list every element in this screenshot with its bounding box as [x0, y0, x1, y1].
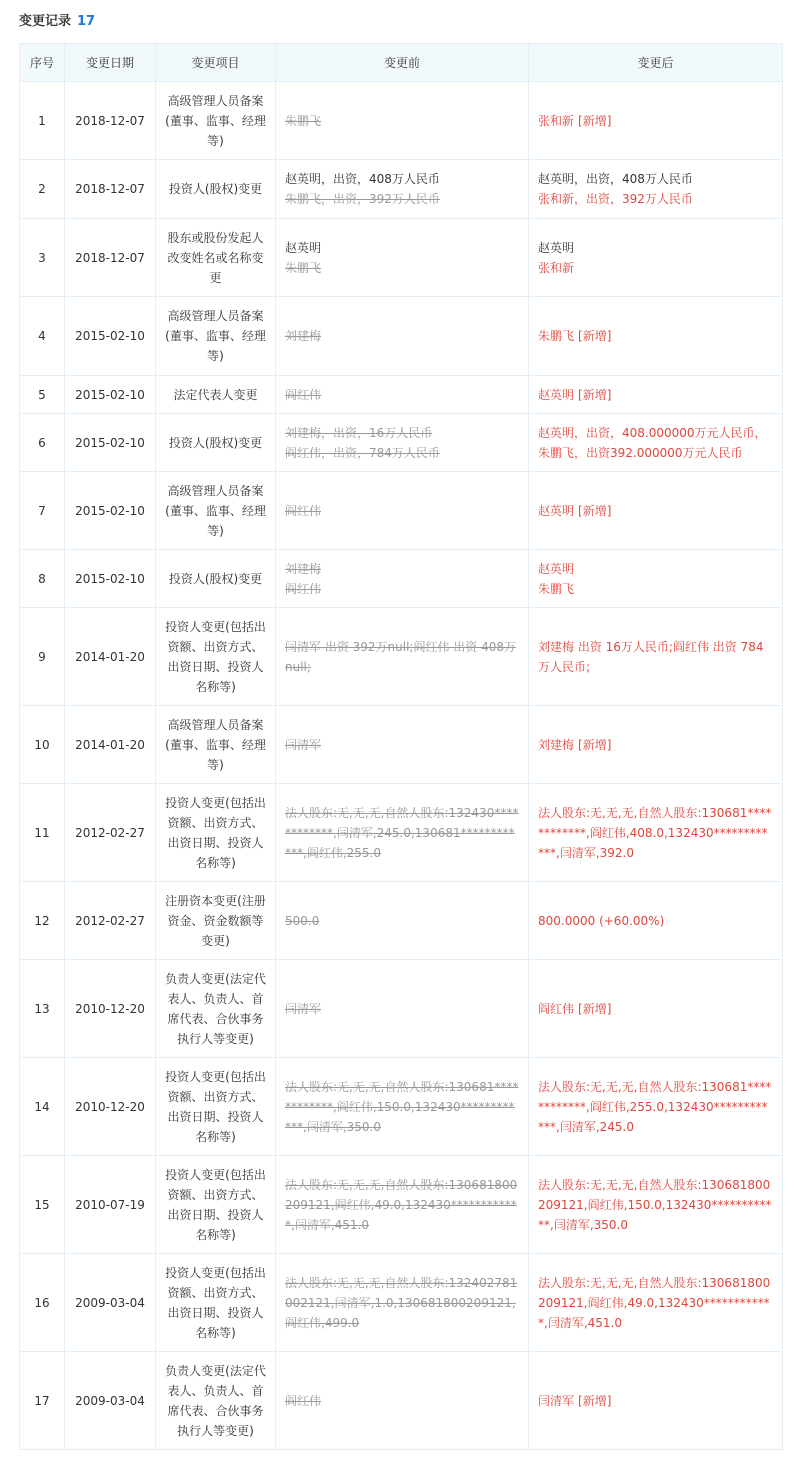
- table-row: [20, 784, 783, 882]
- before-text: 阎红伟: [285, 503, 322, 518]
- after-text: 张和新: [538, 113, 575, 128]
- row-before-value: [276, 706, 529, 784]
- row-date: 2014-01-20: [65, 608, 156, 706]
- after-line: [538, 1273, 773, 1333]
- after-line: [538, 169, 773, 189]
- after-line: [538, 258, 773, 278]
- before-text: 法人股东:无,无,无,自然人股东:130681************,阎红伟,150.0,132430************,闫清军,350.0: [285, 1079, 519, 1134]
- table-row: [20, 297, 783, 376]
- row-before-value: [276, 608, 529, 706]
- before-text: 闫清军: [285, 1001, 322, 1016]
- table-header-row: [20, 44, 783, 82]
- after-text: 赵英明: [538, 503, 575, 518]
- record-count: 17: [77, 14, 96, 29]
- row-index: 16: [20, 1254, 65, 1352]
- after-line: [538, 326, 773, 346]
- row-index: 2: [20, 160, 65, 219]
- before-line: [285, 735, 519, 755]
- table-row: [20, 376, 783, 414]
- row-change-item: 负责人变更(法定代表人、负责人、首席代表、合伙事务执行人等变更): [156, 1352, 276, 1450]
- row-change-item: 投资人变更(包括出资额、出资方式、出资日期、投资人名称等): [156, 1156, 276, 1254]
- row-date: 2010-12-20: [65, 1058, 156, 1156]
- before-text: 阎红伟: [285, 581, 322, 596]
- after-text: 刘建梅: [538, 737, 575, 752]
- row-before-value: [276, 784, 529, 882]
- row-index: 3: [20, 219, 65, 297]
- after-text: 阎红伟: [538, 1001, 575, 1016]
- row-change-item: 投资人变更(包括出资额、出资方式、出资日期、投资人名称等): [156, 608, 276, 706]
- row-index: 1: [20, 82, 65, 160]
- before-text: 法人股东:无,无,无,自然人股东:130681800209121,阎红伟,49.0,132430************,闫清军,451.0: [285, 1177, 518, 1232]
- row-change-item: 投资人变更(包括出资额、出资方式、出资日期、投资人名称等): [156, 1254, 276, 1352]
- after-line: [538, 385, 773, 405]
- before-text: 朱鹏飞: [285, 260, 322, 275]
- table-body: [20, 82, 783, 1450]
- before-line: [285, 326, 519, 346]
- before-line: [285, 501, 519, 521]
- row-index: 13: [20, 960, 65, 1058]
- after-line: [538, 559, 773, 579]
- row-change-item: 高级管理人员备案(董事、监事、经理等): [156, 82, 276, 160]
- row-date: 2015-02-10: [65, 297, 156, 376]
- after-text: 赵英明: [538, 240, 575, 255]
- row-before-value: [276, 297, 529, 376]
- before-text: 阎红伟: [285, 387, 322, 402]
- table-row: [20, 550, 783, 608]
- before-line: [285, 579, 519, 599]
- row-index: 8: [20, 550, 65, 608]
- column-header-item: 变更项目: [156, 44, 276, 82]
- row-index: 9: [20, 608, 65, 706]
- row-after-value: [529, 160, 783, 219]
- row-before-value: [276, 550, 529, 608]
- row-date: 2012-02-27: [65, 882, 156, 960]
- row-date: 2018-12-07: [65, 219, 156, 297]
- after-text: 法人股东:无,无,无,自然人股东:130681800209121,阎红伟,150.0,132430************,闫清军,350.0: [538, 1177, 772, 1232]
- after-text: 法人股东:无,无,无,自然人股东:130681************,阎红伟,255.0,132430************,闫清军,245.0: [538, 1079, 772, 1134]
- after-line: [538, 1391, 773, 1411]
- after-line: [538, 637, 773, 677]
- row-date: 2015-02-10: [65, 550, 156, 608]
- row-date: 2015-02-10: [65, 376, 156, 414]
- row-after-value: [529, 1254, 783, 1352]
- before-text: 法人股东:无,无,无,自然人股东:132430************,闫清军,245.0,130681************,阎红伟,255.0: [285, 805, 519, 860]
- row-change-item: 法定代表人变更: [156, 376, 276, 414]
- before-text: 赵英明，出资，408万人民币: [285, 172, 440, 186]
- table-row: [20, 1058, 783, 1156]
- row-date: 2014-01-20: [65, 706, 156, 784]
- after-line: [538, 1077, 773, 1137]
- before-line: [285, 385, 519, 405]
- row-after-value: [529, 414, 783, 472]
- before-text: 阎红伟: [285, 1393, 322, 1408]
- after-line: [538, 1175, 773, 1235]
- column-header-after: 变更后: [529, 44, 783, 82]
- row-index: 6: [20, 414, 65, 472]
- row-before-value: [276, 82, 529, 160]
- table-row: [20, 1352, 783, 1450]
- before-text: 闫清军 出资 392万null;阎红伟 出资 408万null;: [285, 639, 516, 674]
- table-row: [20, 414, 783, 472]
- row-date: 2015-02-10: [65, 472, 156, 550]
- table-row: [20, 472, 783, 550]
- row-after-value: [529, 608, 783, 706]
- row-date: 2018-12-07: [65, 82, 156, 160]
- table-row: [20, 1254, 783, 1352]
- before-text: 赵英明: [285, 240, 322, 255]
- before-text: 朱鹏飞，出资，392万人民币: [285, 192, 440, 206]
- before-line: [285, 1175, 519, 1235]
- after-line: [538, 189, 773, 209]
- before-text: 刘建梅，出资，16万人民币: [285, 425, 433, 440]
- new-badge: [新增]: [578, 1393, 612, 1408]
- before-line: [285, 559, 519, 579]
- after-line: [538, 911, 773, 931]
- after-text: 赵英明，出资，408万人民币: [538, 172, 693, 186]
- row-before-value: [276, 1058, 529, 1156]
- row-date: 2009-03-04: [65, 1254, 156, 1352]
- row-index: 15: [20, 1156, 65, 1254]
- row-after-value: [529, 219, 783, 297]
- row-date: 2015-02-10: [65, 414, 156, 472]
- before-line: [285, 189, 519, 209]
- after-text: 赵英明: [538, 387, 575, 402]
- table-row: [20, 608, 783, 706]
- row-before-value: [276, 414, 529, 472]
- row-after-value: [529, 882, 783, 960]
- after-text: 赵英明，出资，408.000000万元人民币，朱鹏飞，出资392.000000万元人民币: [538, 425, 767, 460]
- new-badge: [新增]: [578, 329, 612, 343]
- row-before-value: [276, 882, 529, 960]
- before-line: [285, 423, 519, 443]
- row-after-value: [529, 550, 783, 608]
- before-line: [285, 258, 519, 278]
- change-records-table: [19, 43, 783, 1450]
- row-index: 5: [20, 376, 65, 414]
- after-line: [538, 111, 773, 131]
- row-date: 2010-07-19: [65, 1156, 156, 1254]
- after-text: 朱鹏飞: [538, 329, 575, 343]
- row-after-value: [529, 960, 783, 1058]
- after-text: 张和新，出资，392万人民币: [538, 192, 693, 206]
- row-change-item: 投资人(股权)变更: [156, 550, 276, 608]
- before-text: 阎红伟，出资，784万人民币: [285, 445, 440, 460]
- before-text: 刘建梅: [285, 329, 322, 343]
- before-line: [285, 911, 519, 931]
- row-index: 10: [20, 706, 65, 784]
- table-row: [20, 960, 783, 1058]
- before-text: 500.0: [285, 913, 320, 928]
- row-date: 2012-02-27: [65, 784, 156, 882]
- row-change-item: 负责人变更(法定代表人、负责人、首席代表、合伙事务执行人等变更): [156, 960, 276, 1058]
- column-header-date: 变更日期: [65, 44, 156, 82]
- row-change-item: 投资人(股权)变更: [156, 160, 276, 219]
- row-index: 17: [20, 1352, 65, 1450]
- row-before-value: [276, 376, 529, 414]
- before-line: [285, 443, 519, 463]
- row-after-value: [529, 1352, 783, 1450]
- before-line: [285, 803, 519, 863]
- row-before-value: [276, 960, 529, 1058]
- before-line: [285, 111, 519, 131]
- before-line: [285, 169, 519, 189]
- before-text: 刘建梅: [285, 561, 322, 576]
- after-line: [538, 579, 773, 599]
- row-index: 7: [20, 472, 65, 550]
- row-date: 2009-03-04: [65, 1352, 156, 1450]
- column-header-index: 序号: [20, 44, 65, 82]
- section-title: 变更记录: [19, 14, 72, 29]
- row-change-item: 高级管理人员备案(董事、监事、经理等): [156, 706, 276, 784]
- before-text: 朱鹏飞: [285, 113, 322, 128]
- after-text: 刘建梅 出资 16万人民币;阎红伟 出资 784万人民币;: [538, 639, 764, 674]
- row-index: 12: [20, 882, 65, 960]
- before-line: [285, 238, 519, 258]
- row-change-item: 高级管理人员备案(董事、监事、经理等): [156, 297, 276, 376]
- before-line: [285, 1391, 519, 1411]
- after-text: 张和新: [538, 260, 575, 275]
- after-line: [538, 423, 773, 463]
- new-badge: [新增]: [578, 387, 612, 402]
- after-text: 800.0000 (+60.00%): [538, 913, 665, 928]
- column-header-before: 变更前: [276, 44, 529, 82]
- before-text: 法人股东:无,无,无,自然人股东:132402781002121,闫清军,1.0,130681800209121,阎红伟,499.0: [285, 1275, 518, 1330]
- after-line: [538, 999, 773, 1019]
- row-after-value: [529, 1058, 783, 1156]
- row-after-value: [529, 706, 783, 784]
- row-date: 2010-12-20: [65, 960, 156, 1058]
- row-before-value: [276, 219, 529, 297]
- row-after-value: [529, 297, 783, 376]
- section-heading: [19, 12, 95, 32]
- row-after-value: [529, 784, 783, 882]
- after-line: [538, 238, 773, 258]
- row-change-item: 注册资本变更(注册资金、资金数额等变更): [156, 882, 276, 960]
- before-text: 闫清军: [285, 737, 322, 752]
- table-row: [20, 219, 783, 297]
- row-change-item: 高级管理人员备案(董事、监事、经理等): [156, 472, 276, 550]
- before-line: [285, 637, 519, 677]
- table-row: [20, 1156, 783, 1254]
- table-row: [20, 706, 783, 784]
- row-before-value: [276, 160, 529, 219]
- row-after-value: [529, 376, 783, 414]
- row-index: 14: [20, 1058, 65, 1156]
- row-after-value: [529, 472, 783, 550]
- table-row: [20, 82, 783, 160]
- after-line: [538, 501, 773, 521]
- row-change-item: 投资人变更(包括出资额、出资方式、出资日期、投资人名称等): [156, 784, 276, 882]
- new-badge: [新增]: [578, 503, 612, 518]
- row-after-value: [529, 82, 783, 160]
- before-line: [285, 1273, 519, 1333]
- row-after-value: [529, 1156, 783, 1254]
- new-badge: [新增]: [578, 113, 612, 128]
- row-date: 2018-12-07: [65, 160, 156, 219]
- row-before-value: [276, 1254, 529, 1352]
- table-row: [20, 160, 783, 219]
- new-badge: [新增]: [578, 737, 612, 752]
- row-before-value: [276, 1156, 529, 1254]
- before-line: [285, 999, 519, 1019]
- table-row: [20, 882, 783, 960]
- after-text: 法人股东:无,无,无,自然人股东:130681800209121,阎红伟,49.0,132430************,闫清军,451.0: [538, 1275, 771, 1330]
- after-text: 赵英明: [538, 561, 575, 576]
- after-text: 朱鹏飞: [538, 581, 575, 596]
- row-change-item: 投资人变更(包括出资额、出资方式、出资日期、投资人名称等): [156, 1058, 276, 1156]
- row-index: 11: [20, 784, 65, 882]
- row-before-value: [276, 472, 529, 550]
- row-change-item: 投资人(股权)变更: [156, 414, 276, 472]
- row-change-item: 股东或股份发起人改变姓名或名称变更: [156, 219, 276, 297]
- row-before-value: [276, 1352, 529, 1450]
- new-badge: [新增]: [578, 1001, 612, 1016]
- after-text: 闫清军: [538, 1393, 575, 1408]
- after-line: [538, 735, 773, 755]
- after-line: [538, 803, 773, 863]
- after-text: 法人股东:无,无,无,自然人股东:130681************,阎红伟,408.0,132430************,闫清军,392.0: [538, 805, 772, 860]
- before-line: [285, 1077, 519, 1137]
- row-index: 4: [20, 297, 65, 376]
